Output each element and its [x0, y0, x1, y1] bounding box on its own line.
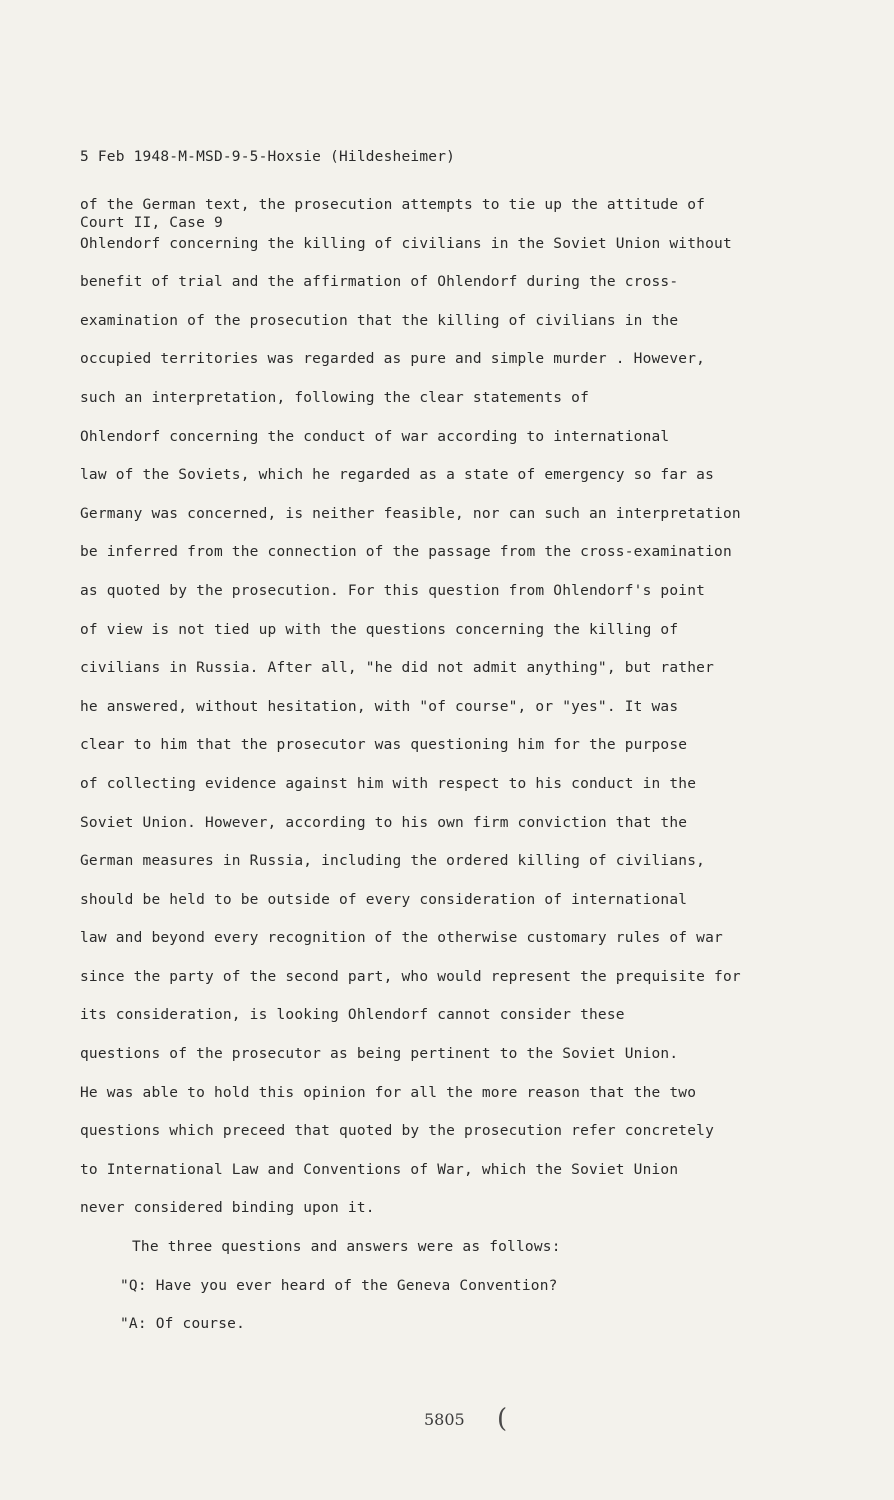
body-line: occupied territories was regarded as pure and simple murder . However,: [80, 351, 706, 368]
body-line: should be held to be outside of every consideration of international: [80, 891, 688, 908]
body-line: never considered binding upon it.: [80, 1200, 375, 1217]
body-line: benefit of trial and the affirmation of Ohlendorf during the cross-: [80, 274, 679, 291]
body-line: of collecting evidence against him with respect to his conduct in the: [80, 775, 697, 792]
document-body: [80, 194, 820, 1352]
body-line: of the German text, the prosecution attempts to tie up the attitude of: [80, 197, 706, 213]
qa-intro-line: The three questions and answers were as follows:: [132, 1239, 561, 1256]
header-reference-line: 5 Feb 1948-M-MSD-9-5-Hoxsie (Hildesheimer): [80, 149, 456, 165]
body-line: he answered, without hesitation, with "of course", or "yes". It was: [80, 698, 679, 715]
body-line: such an interpretation, following the clear statements of: [80, 389, 589, 406]
body-line: to International Law and Conventions of War, which the Soviet Union: [80, 1161, 679, 1178]
body-line: Germany was concerned, is neither feasible, nor can such an interpretation: [80, 505, 741, 522]
body-line: clear to him that the prosecutor was questioning him for the purpose: [80, 737, 688, 754]
body-line: questions of the prosecutor as being pertinent to the Soviet Union.: [80, 1046, 679, 1063]
header-court-line: Court II, Case 9: [80, 215, 223, 231]
body-line: as quoted by the prosecution. For this question from Ohlendorf's point: [80, 582, 706, 599]
body-line: civilians in Russia. After all, "he did not admit anything", but rather: [80, 660, 715, 677]
body-line: Soviet Union. However, according to his own firm conviction that the: [80, 814, 688, 831]
body-line: its consideration, is looking Ohlendorf cannot consider these: [80, 1007, 625, 1024]
body-line: law and beyond every recognition of the otherwise customary rules of war: [80, 930, 723, 947]
body-line: of view is not tied up with the questions concerning the killing of: [80, 621, 679, 638]
body-line: law of the Soviets, which he regarded as a state of emergency so far as: [80, 467, 715, 484]
body-line: be inferred from the connection of the passage from the cross-examination: [80, 544, 732, 561]
handwritten-mark: (: [497, 1404, 508, 1434]
body-line: questions which preceed that quoted by the prosecution refer concretely: [80, 1123, 715, 1140]
body-line: German measures in Russia, including the ordered killing of civilians,: [80, 853, 706, 870]
body-line: He was able to hold this opinion for all the more reason that the two: [80, 1084, 697, 1101]
question-line: "Q: Have you ever heard of the Geneva Convention?: [120, 1277, 558, 1294]
body-line: Ohlendorf concerning the killing of civilians in the Soviet Union without: [80, 235, 732, 252]
body-line: Ohlendorf concerning the conduct of war according to international: [80, 428, 670, 445]
body-line: since the party of the second part, who would represent the prequisite for: [80, 968, 741, 985]
answer-line: "A: Of course.: [120, 1316, 246, 1333]
page-number: 5805: [424, 1410, 465, 1429]
body-line: examination of the prosecution that the killing of civilians in the: [80, 312, 679, 329]
